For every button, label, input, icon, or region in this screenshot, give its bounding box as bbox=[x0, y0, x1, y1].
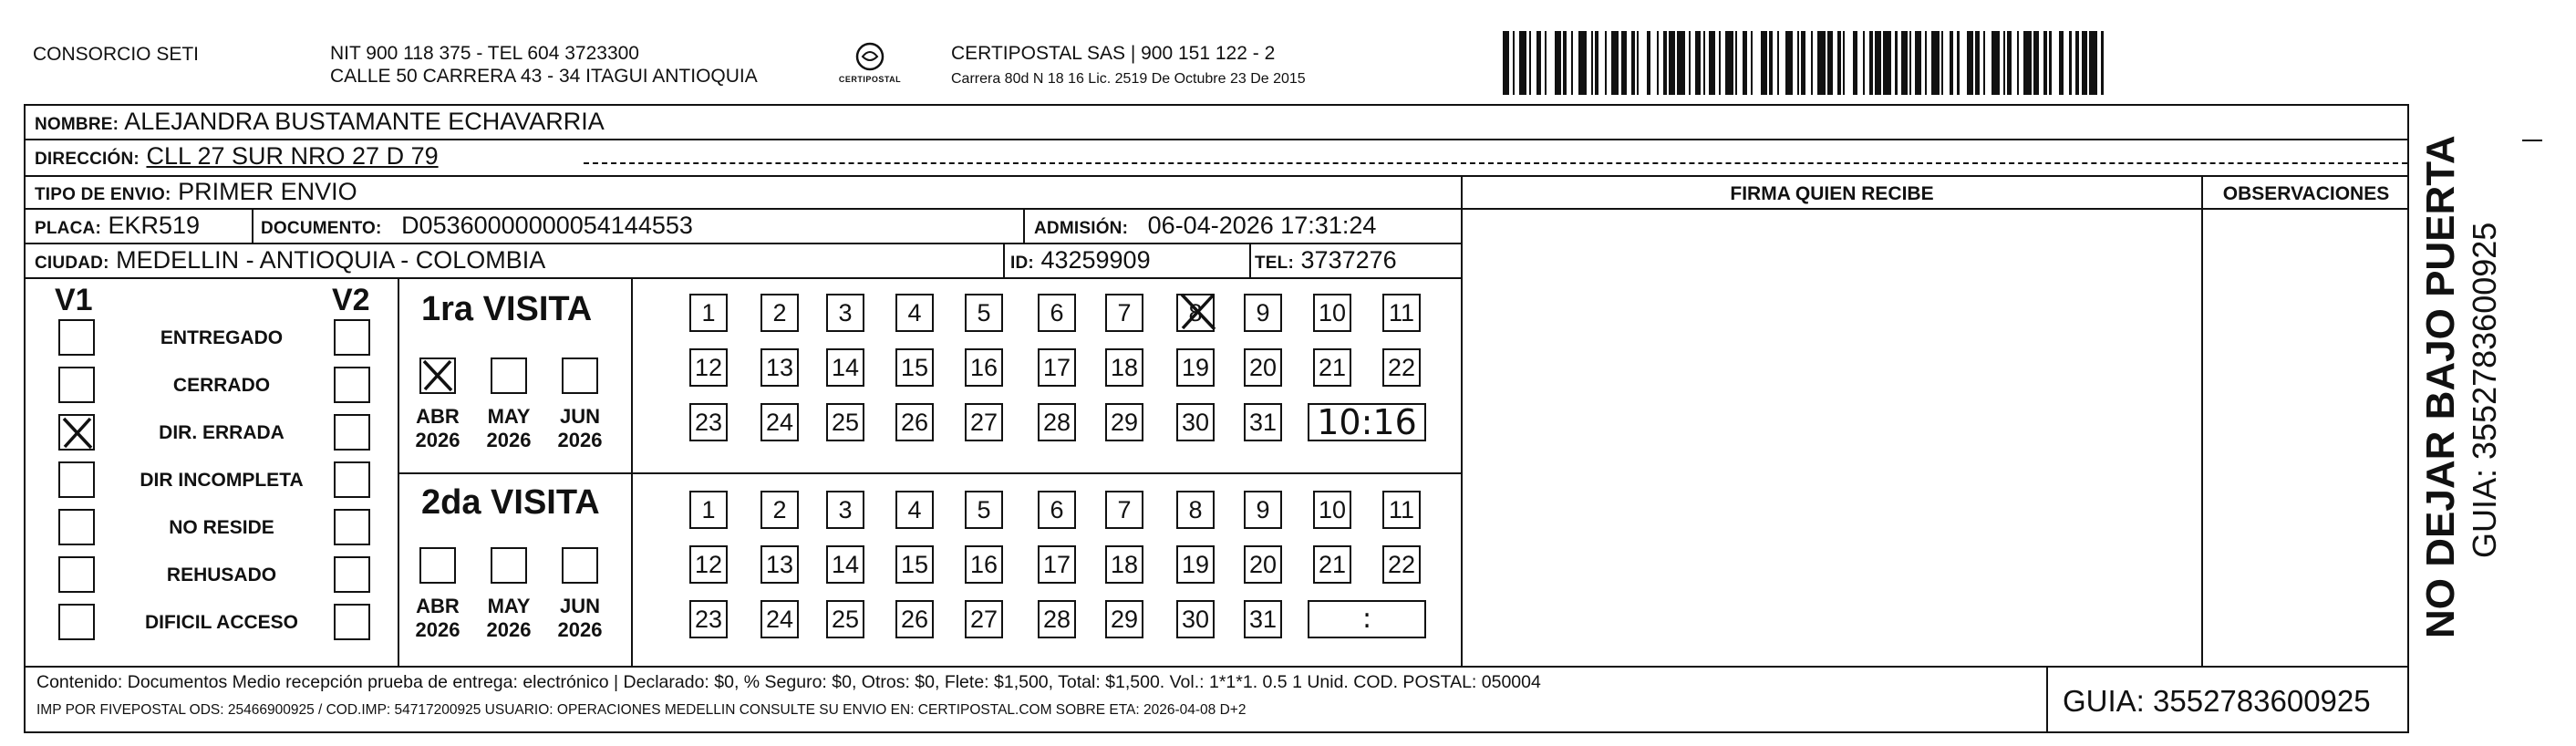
status-label: CERRADO bbox=[172, 375, 271, 396]
company-name: CONSORCIO SETI bbox=[33, 44, 200, 65]
month-label bbox=[410, 595, 465, 642]
visit1-title: 1ra VISITA bbox=[421, 290, 593, 328]
placa-value: EKR519 bbox=[108, 212, 201, 239]
day-box[interactable]: 19 bbox=[1176, 545, 1215, 584]
day-box[interactable]: 1 bbox=[689, 294, 728, 332]
nit-line: NIT 900 118 375 - TEL 604 3723300 bbox=[330, 43, 639, 64]
day-box[interactable]: 24 bbox=[760, 403, 799, 441]
day-box[interactable]: 30 bbox=[1176, 403, 1215, 441]
month-name: MAY bbox=[487, 595, 531, 617]
status-label: REHUSADO bbox=[166, 565, 277, 585]
day-box[interactable]: 23 bbox=[689, 600, 728, 638]
day-box[interactable]: 29 bbox=[1105, 403, 1143, 441]
month-year: 2026 bbox=[415, 429, 460, 451]
tipo-row bbox=[35, 178, 357, 209]
tel-value: 3737276 bbox=[1300, 246, 1397, 274]
month-label bbox=[410, 405, 465, 452]
day-box[interactable]: 8 bbox=[1176, 294, 1215, 332]
barcode bbox=[1503, 31, 2114, 95]
v2-checkbox[interactable] bbox=[334, 319, 370, 356]
tel-row bbox=[1255, 246, 1397, 277]
nombre-row bbox=[35, 108, 605, 139]
month-year: 2026 bbox=[486, 429, 532, 451]
ciudad-value: MEDELLIN - ANTIOQUIA - COLOMBIA bbox=[116, 246, 546, 274]
documento-label: DOCUMENTO: bbox=[261, 219, 382, 238]
side-warning: NO DEJAR BAJO PUERTA bbox=[2418, 135, 2463, 638]
time-box[interactable]: : bbox=[1308, 600, 1426, 638]
day-box[interactable]: 26 bbox=[895, 600, 934, 638]
admision-value: 06-04-2026 17:31:24 bbox=[1147, 212, 1377, 239]
month-checkbox[interactable] bbox=[491, 357, 527, 394]
day-box[interactable]: 30 bbox=[1176, 600, 1215, 638]
day-box[interactable]: 13 bbox=[760, 545, 799, 584]
visit2-title: 2da VISITA bbox=[421, 483, 600, 522]
day-box[interactable]: 12 bbox=[689, 348, 728, 387]
placa-row bbox=[35, 212, 200, 243]
admision-row bbox=[1034, 212, 1376, 243]
imp-line: IMP POR FIVEPOSTAL ODS: 25466900925 / COD.IMP: 54717200925 USUARIO: OPERACIONES MEDELLIN CONSULTE SU ENVIO EN: CERTIPOSTAL.COM SOBRE ETA: 2026-04-08 D+2 bbox=[36, 702, 1247, 718]
day-box[interactable]: 7 bbox=[1105, 294, 1143, 332]
day-box[interactable]: 18 bbox=[1105, 545, 1143, 584]
month-name: JUN bbox=[559, 405, 600, 428]
day-box[interactable]: 9 bbox=[1244, 294, 1282, 332]
documento-row bbox=[261, 212, 693, 243]
day-box[interactable]: 10 bbox=[1313, 491, 1351, 529]
month-name: MAY bbox=[487, 405, 531, 428]
address-line: CALLE 50 CARRERA 43 - 34 ITAGUI ANTIOQUIA bbox=[330, 66, 758, 87]
tel-label: TEL: bbox=[1255, 254, 1295, 273]
day-box[interactable]: 17 bbox=[1038, 348, 1076, 387]
direccion-label: DIRECCIÓN: bbox=[35, 150, 140, 169]
firma-header: FIRMA QUIEN RECIBE bbox=[1730, 183, 1934, 204]
day-box[interactable]: 22 bbox=[1382, 545, 1421, 584]
ciudad-row bbox=[35, 246, 545, 277]
day-box[interactable]: 4 bbox=[895, 294, 934, 332]
day-box[interactable]: 11 bbox=[1382, 491, 1421, 529]
day-box[interactable]: 20 bbox=[1244, 348, 1282, 387]
v1-checkbox[interactable] bbox=[58, 604, 95, 640]
day-box[interactable]: 24 bbox=[760, 600, 799, 638]
admision-label: ADMISIÓN: bbox=[1034, 219, 1129, 238]
day-box[interactable]: 2 bbox=[760, 491, 799, 529]
day-box[interactable]: 29 bbox=[1105, 600, 1143, 638]
day-box[interactable]: 6 bbox=[1038, 491, 1076, 529]
day-box[interactable]: 6 bbox=[1038, 294, 1076, 332]
id-value: 43259909 bbox=[1040, 246, 1151, 274]
day-box[interactable]: 26 bbox=[895, 403, 934, 441]
month-checkbox[interactable] bbox=[419, 547, 456, 584]
time-box[interactable]: 10:16 bbox=[1308, 403, 1426, 441]
day-box[interactable]: 27 bbox=[965, 403, 1003, 441]
v2-checkbox[interactable] bbox=[334, 367, 370, 403]
day-box[interactable]: 3 bbox=[826, 294, 864, 332]
day-box[interactable]: 8 bbox=[1176, 491, 1215, 529]
month-year: 2026 bbox=[486, 618, 532, 641]
day-box[interactable]: 18 bbox=[1105, 348, 1143, 387]
day-box[interactable]: 14 bbox=[826, 348, 864, 387]
month-checkbox[interactable] bbox=[562, 547, 598, 584]
day-box[interactable]: 5 bbox=[965, 491, 1003, 529]
id-row bbox=[1010, 246, 1151, 277]
day-box[interactable]: 19 bbox=[1176, 348, 1215, 387]
nombre-value: ALEJANDRA BUSTAMANTE ECHAVARRIA bbox=[124, 108, 605, 135]
logo-text: CERTIPOSTAL bbox=[838, 75, 902, 84]
month-checkbox[interactable] bbox=[562, 357, 598, 394]
documento-value: D05360000000054144553 bbox=[401, 212, 693, 239]
certipostal-logo bbox=[833, 40, 906, 95]
v1-check-mark bbox=[60, 416, 95, 451]
tipo-value: PRIMER ENVIO bbox=[178, 178, 357, 205]
month-year: 2026 bbox=[415, 618, 460, 641]
v1-checkbox[interactable] bbox=[58, 367, 95, 403]
v1-checkbox[interactable] bbox=[58, 461, 95, 498]
observaciones-header: OBSERVACIONES bbox=[2222, 183, 2390, 204]
nombre-label: NOMBRE: bbox=[35, 115, 119, 134]
month-year: 2026 bbox=[557, 618, 603, 641]
day-box[interactable]: 16 bbox=[965, 348, 1003, 387]
day-box[interactable]: 21 bbox=[1313, 348, 1351, 387]
direccion-dash bbox=[584, 162, 2407, 164]
v2-checkbox[interactable] bbox=[334, 604, 370, 640]
contenido-line: Contenido: Documentos Medio recepción prueba de entrega: electrónico | Declarado: $0, % Seguro: $0, Otros: $0, Flete: $1,500, Total: $1,500. Vol.: 1*1*1. 0.5 1 Unid. COD. POSTAL: 050004 bbox=[36, 672, 1541, 692]
v1-checkbox[interactable] bbox=[58, 556, 95, 593]
license-line: Carrera 80d N 18 16 Lic. 2519 De Octubre 23 De 2015 bbox=[951, 71, 1306, 87]
day-box[interactable]: 16 bbox=[965, 545, 1003, 584]
day-box[interactable]: 7 bbox=[1105, 491, 1143, 529]
day-box[interactable]: 11 bbox=[1382, 294, 1421, 332]
status-label: DIFICIL ACCESO bbox=[144, 612, 298, 633]
day-box[interactable]: 1 bbox=[689, 491, 728, 529]
day-box[interactable]: 21 bbox=[1313, 545, 1351, 584]
day-box[interactable]: 27 bbox=[965, 600, 1003, 638]
status-label: DIR INCOMPLETA bbox=[140, 470, 304, 491]
v2-checkbox[interactable] bbox=[334, 461, 370, 498]
day-box[interactable]: 23 bbox=[689, 403, 728, 441]
day-box[interactable]: 15 bbox=[895, 545, 934, 584]
corner-mark bbox=[2522, 140, 2542, 141]
v2-checkbox[interactable] bbox=[334, 509, 370, 545]
day-box[interactable]: 12 bbox=[689, 545, 728, 584]
certipostal-line: CERTIPOSTAL SAS | 900 151 122 - 2 bbox=[951, 43, 1276, 64]
tipo-label: TIPO DE ENVIO: bbox=[35, 185, 171, 204]
month-name: JUN bbox=[559, 595, 600, 617]
day-box[interactable]: 4 bbox=[895, 491, 934, 529]
day-box[interactable]: 22 bbox=[1382, 348, 1421, 387]
day-box[interactable]: 9 bbox=[1244, 491, 1282, 529]
day-check-mark bbox=[1178, 292, 1218, 332]
day-box[interactable]: 10 bbox=[1313, 294, 1351, 332]
day-box[interactable]: 31 bbox=[1244, 403, 1282, 441]
day-box[interactable]: 13 bbox=[760, 348, 799, 387]
month-year: 2026 bbox=[557, 429, 603, 451]
direccion-row bbox=[35, 142, 439, 173]
day-box[interactable]: 3 bbox=[826, 491, 864, 529]
status-label: DIR. ERRADA bbox=[159, 422, 284, 443]
v1-checkbox[interactable] bbox=[58, 509, 95, 545]
month-label bbox=[553, 405, 607, 452]
id-label: ID: bbox=[1010, 254, 1034, 273]
month-label bbox=[481, 595, 536, 642]
v1-checkbox[interactable] bbox=[58, 319, 95, 356]
v2-checkbox[interactable] bbox=[334, 414, 370, 451]
day-box[interactable]: 28 bbox=[1038, 600, 1076, 638]
status-label: NO RESIDE bbox=[169, 517, 274, 538]
status-label: ENTREGADO bbox=[160, 327, 284, 348]
day-box[interactable]: 25 bbox=[826, 403, 864, 441]
day-box[interactable]: 20 bbox=[1244, 545, 1282, 584]
footer-guia: GUIA: 3552783600925 bbox=[2063, 684, 2371, 718]
v2-checkbox[interactable] bbox=[334, 556, 370, 593]
month-label bbox=[481, 405, 536, 452]
day-box[interactable]: 14 bbox=[826, 545, 864, 584]
day-box[interactable]: 15 bbox=[895, 348, 934, 387]
month-checkbox[interactable] bbox=[491, 547, 527, 584]
day-box[interactable]: 2 bbox=[760, 294, 799, 332]
day-box[interactable]: 28 bbox=[1038, 403, 1076, 441]
ciudad-label: CIUDAD: bbox=[35, 254, 109, 273]
day-box[interactable]: 17 bbox=[1038, 545, 1076, 584]
month-label bbox=[553, 595, 607, 642]
day-box[interactable]: 31 bbox=[1244, 600, 1282, 638]
month-check-mark bbox=[420, 358, 455, 393]
side-guia: GUIA: 3552783600925 bbox=[2466, 222, 2503, 558]
direccion-value: CLL 27 SUR NRO 27 D 79 bbox=[146, 142, 439, 170]
day-box[interactable]: 5 bbox=[965, 294, 1003, 332]
month-name: ABR bbox=[416, 595, 460, 617]
day-box[interactable]: 25 bbox=[826, 600, 864, 638]
placa-label: PLACA: bbox=[35, 219, 101, 238]
v2-label: V2 bbox=[332, 283, 370, 317]
v1-label: V1 bbox=[55, 283, 93, 317]
month-name: ABR bbox=[416, 405, 460, 428]
